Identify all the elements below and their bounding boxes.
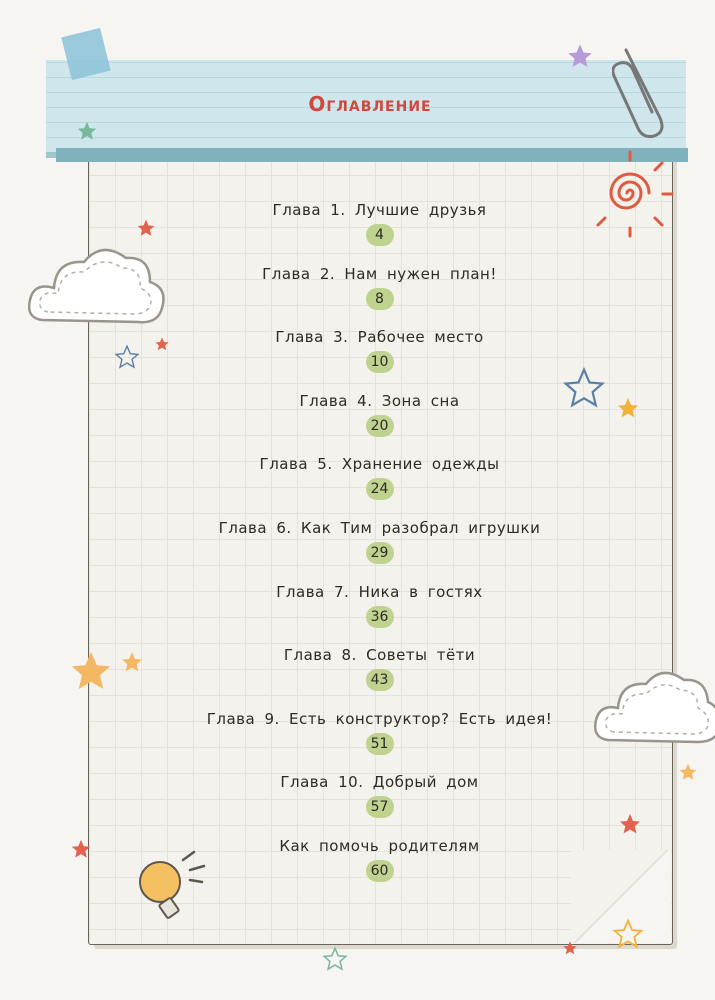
star-icon bbox=[562, 940, 578, 956]
paperclip-icon bbox=[612, 40, 672, 140]
page-number-badge: 4 bbox=[366, 224, 394, 246]
toc-entry[interactable] bbox=[88, 260, 671, 324]
toc-entry[interactable] bbox=[88, 768, 671, 832]
toc-entry[interactable] bbox=[88, 387, 671, 451]
page-number-badge: 51 bbox=[366, 733, 394, 755]
star-icon bbox=[322, 946, 348, 972]
toc-entry[interactable] bbox=[88, 450, 671, 514]
toc-entry-title: Глава 6. Как Тим разобрал игрушки bbox=[218, 518, 541, 537]
toc-entry[interactable] bbox=[88, 705, 671, 769]
page-title: Оглавление bbox=[308, 92, 432, 116]
page-number-badge: 20 bbox=[366, 415, 394, 437]
toc-entry-title: Глава 10. Добрый дом bbox=[280, 773, 479, 792]
toc-entry-title: Глава 5. Хранение одежды bbox=[259, 455, 500, 474]
page-number-badge: 43 bbox=[366, 669, 394, 691]
toc-entry-title: Глава 4. Зона сна bbox=[299, 391, 460, 410]
page-number-badge: 24 bbox=[366, 478, 394, 500]
toc-entry-title: Глава 2. Нам нужен план! bbox=[262, 264, 497, 283]
toc-entry-title: Глава 7. Ника в гостях bbox=[276, 582, 483, 601]
page-number-badge: 10 bbox=[366, 351, 394, 373]
page-number-badge: 8 bbox=[366, 288, 394, 310]
toc-entry[interactable] bbox=[88, 832, 671, 896]
star-icon bbox=[566, 42, 594, 70]
toc-entry-title: Глава 8. Советы тёти bbox=[283, 646, 476, 665]
star-icon bbox=[76, 120, 98, 142]
page-number-badge: 60 bbox=[366, 860, 394, 882]
toc-entry-title: Как помочь родителям bbox=[279, 836, 480, 855]
toc-entry-title: Глава 1. Лучшие друзья bbox=[272, 201, 487, 219]
toc-entry[interactable] bbox=[88, 578, 671, 642]
toc-entry-title: Глава 3. Рабочее место bbox=[275, 328, 484, 347]
page-number-badge: 29 bbox=[366, 542, 394, 564]
star-icon bbox=[678, 762, 698, 782]
page-number-badge: 57 bbox=[366, 796, 394, 818]
toc-entry[interactable] bbox=[88, 641, 671, 705]
page-number-badge: 36 bbox=[366, 606, 394, 628]
toc-entry-title: Глава 9. Есть конструктор? Есть идея! bbox=[206, 709, 553, 728]
toc-entry[interactable] bbox=[88, 514, 671, 578]
star-icon bbox=[612, 918, 644, 950]
table-of-contents bbox=[88, 196, 671, 896]
toc-entry[interactable] bbox=[88, 196, 671, 260]
toc-entry[interactable] bbox=[88, 323, 671, 387]
